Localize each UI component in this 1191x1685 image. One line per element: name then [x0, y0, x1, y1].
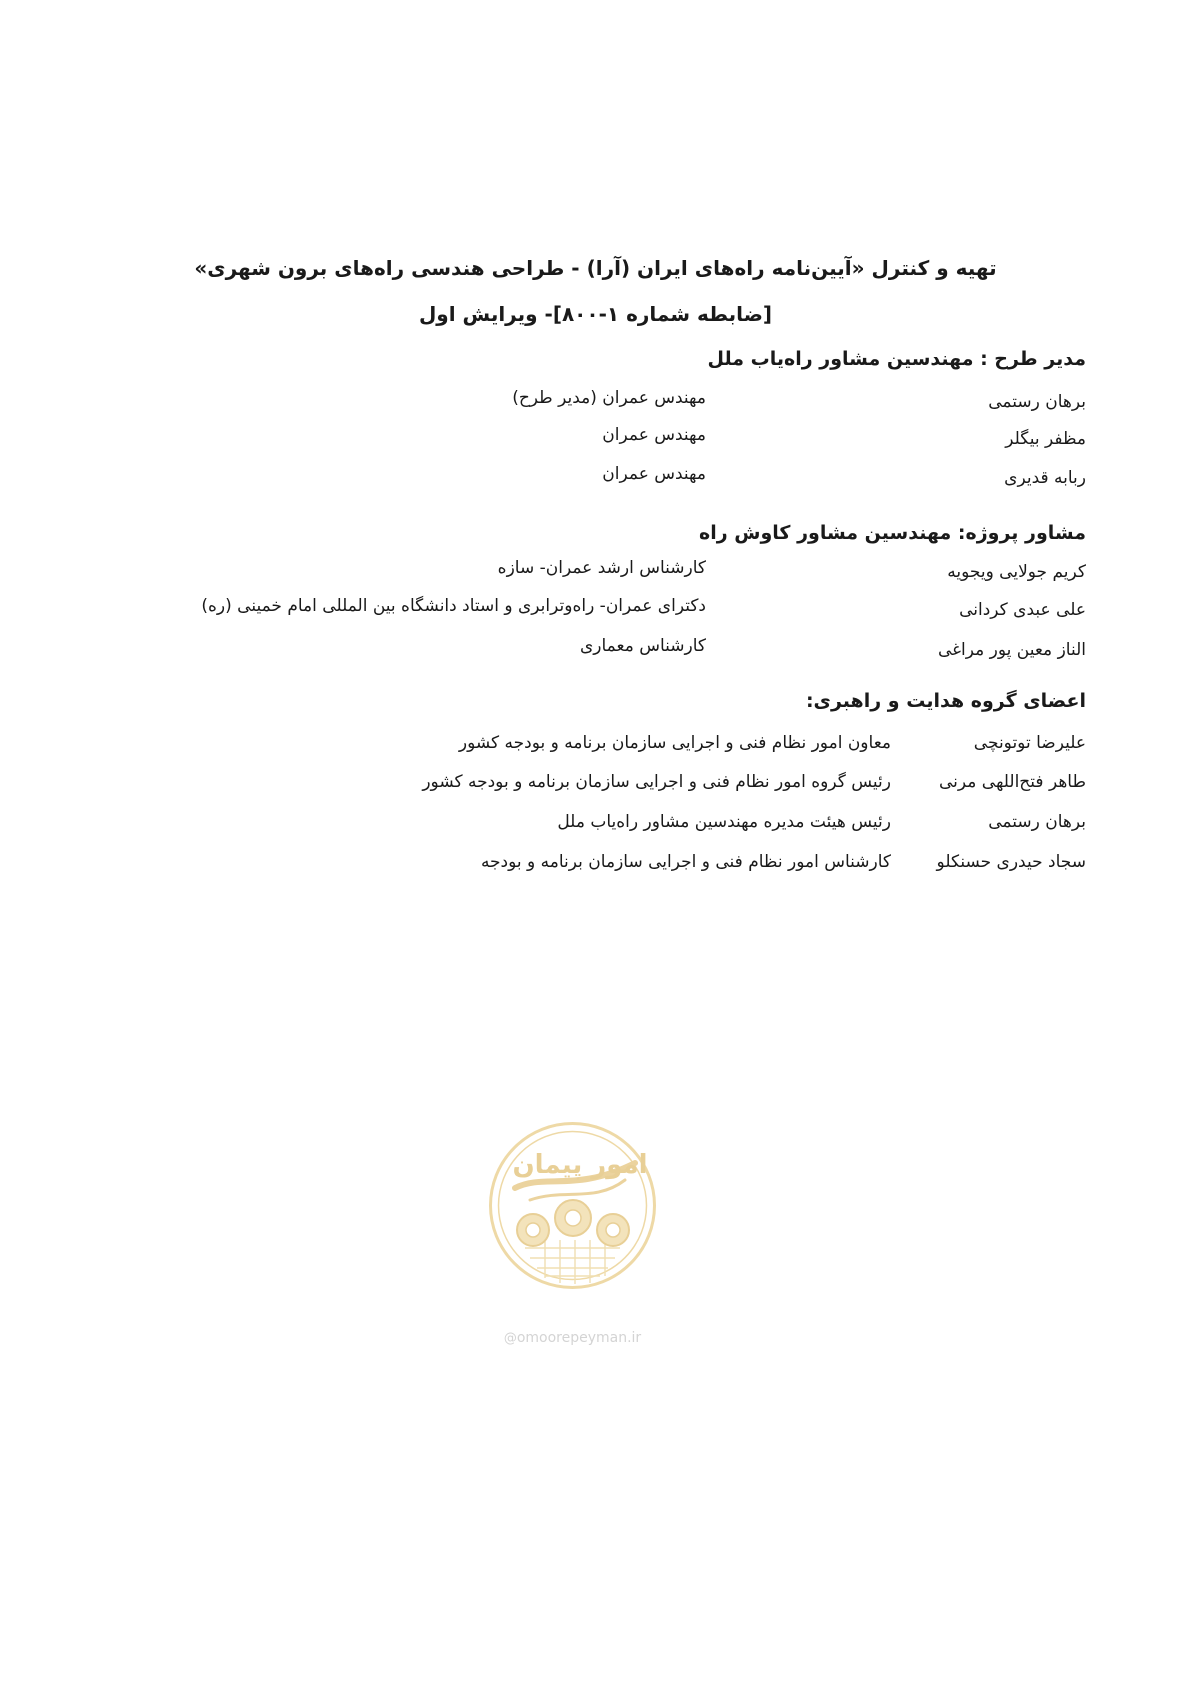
person-row	[86, 596, 1086, 630]
person-row	[86, 636, 1086, 670]
document-title: تهیه و کنترل «آیین‌نامه راه‌های ایران (آرا) - طراحی هندسی راه‌های برون شهری»	[194, 256, 997, 280]
person-row	[86, 852, 1086, 882]
person-row	[86, 812, 1086, 842]
person-name: علی عبدی کردانی	[959, 600, 1086, 620]
person-role: کارشناس ارشد عمران- سازه	[497, 558, 706, 578]
person-role: کارشناس امور نظام فنی و اجرایی سازمان برنامه و بودجه	[480, 852, 891, 872]
person-role: مهندس عمران	[602, 464, 706, 484]
person-name: مظفر بیگلر	[1005, 429, 1086, 449]
person-row	[86, 558, 1086, 592]
person-name: برهان رستمی	[988, 392, 1086, 412]
person-row	[86, 425, 1086, 459]
person-name: کریم جولایی ویجویه	[947, 562, 1086, 582]
document-subtitle: [ضابطه شماره ۱-۸۰۰]- ویرایش اول	[418, 302, 773, 326]
watermark-logo-icon	[485, 1118, 660, 1293]
person-role: مهندس عمران	[602, 425, 706, 445]
person-row	[86, 388, 1086, 422]
person-name: سجاد حیدری حسنکلو	[936, 852, 1086, 872]
person-role: کارشناس معماری	[579, 636, 706, 656]
watermark-at-icon: @	[503, 1331, 517, 1346]
person-role: دکترای عمران- راه‌وترابری و استاد دانشگاه بین المللی امام خمینی (ره)	[201, 596, 706, 616]
section-heading-project-consultant: مشاور پروژه: مهندسین مشاور کاوش راه	[698, 522, 1086, 544]
person-name: برهان رستمی	[988, 812, 1086, 832]
watermark-logo-text: امور پیمان	[512, 1150, 648, 1180]
person-row	[86, 772, 1086, 802]
person-name: علیرضا توتونچی	[973, 733, 1086, 753]
person-role: معاون امور نظام فنی و اجرایی سازمان برنامه و بودجه کشور	[458, 733, 891, 753]
person-row	[86, 733, 1086, 763]
person-name: طاهر فتح‌اللهی مرنی	[938, 772, 1086, 792]
watermark-url: @omoorepeyman.ir	[503, 1330, 642, 1346]
person-name: الناز معین پور مراغی	[937, 640, 1086, 660]
section-heading-project-manager: مدیر طرح : مهندسین مشاور راه‌یاب ملل	[707, 348, 1086, 370]
person-role: رئیس هیئت مدیره مهندسین مشاور راه‌یاب ملل	[557, 812, 891, 832]
person-role: مهندس عمران (مدیر طرح)	[512, 388, 706, 408]
person-role: رئیس گروه امور نظام فنی و اجرایی سازمان برنامه و بودجه کشور	[422, 772, 891, 792]
person-row	[86, 464, 1086, 498]
section-heading-steering-group: اعضای گروه هدایت و راهبری:	[805, 690, 1086, 712]
person-name: ربابه قدیری	[1004, 468, 1086, 488]
